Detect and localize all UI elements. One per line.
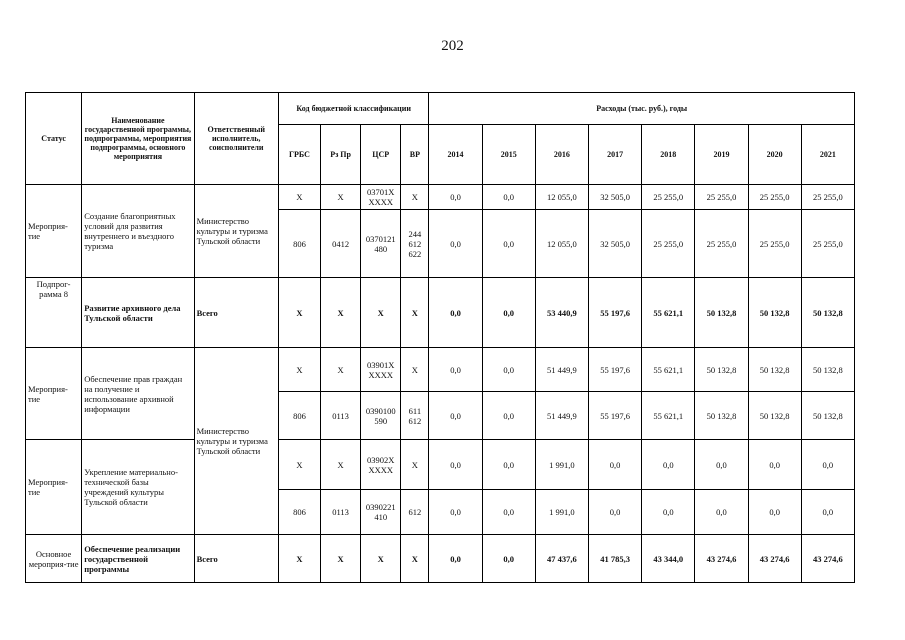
name-cell: Создание благоприятных условий для развития внутреннего и въездного туризма <box>82 185 194 278</box>
executor-cell: Министерство культуры и туризма Тульской области <box>194 348 278 535</box>
value-cell: 50 132,8 <box>801 392 854 440</box>
value-cell: 55 621,1 <box>642 278 695 348</box>
value-cell: 50 132,8 <box>695 348 748 392</box>
value-cell: 32 505,0 <box>588 210 641 278</box>
value-cell: 55 197,6 <box>588 392 641 440</box>
name-cell: Укрепление материально-технической базы учреждений культуры Тульской области <box>82 440 194 535</box>
value-cell: 51 449,9 <box>535 348 588 392</box>
rzpr-cell: X <box>321 535 361 583</box>
value-cell: 25 255,0 <box>801 210 854 278</box>
value-cell: 1 991,0 <box>535 440 588 490</box>
vr-cell: 612 <box>401 490 429 535</box>
header-executor: Ответственный исполнитель, соисполнители <box>194 93 278 185</box>
value-cell: 1 991,0 <box>535 490 588 535</box>
value-cell: 50 132,8 <box>748 392 801 440</box>
value-cell: 50 132,8 <box>695 278 748 348</box>
budget-table <box>25 92 855 583</box>
value-cell: 50 132,8 <box>801 348 854 392</box>
value-cell: 25 255,0 <box>695 185 748 210</box>
table-row <box>26 535 855 583</box>
value-cell: 0,0 <box>748 440 801 490</box>
value-cell: 0,0 <box>482 392 535 440</box>
csr-cell: 03902X XXXX <box>361 440 401 490</box>
value-cell: 0,0 <box>429 535 482 583</box>
rzpr-cell: X <box>321 348 361 392</box>
name-cell: Развитие архивного дела Тульской области <box>82 278 194 348</box>
header-budget-code: Код бюджетной классификации <box>278 93 429 125</box>
header-rzpr: Рз Пр <box>321 125 361 185</box>
value-cell: 0,0 <box>482 185 535 210</box>
executor-cell: Всего <box>194 278 278 348</box>
rzpr-cell: X <box>321 440 361 490</box>
value-cell: 0,0 <box>429 490 482 535</box>
rzpr-cell: 0412 <box>321 210 361 278</box>
value-cell: 25 255,0 <box>801 185 854 210</box>
rzpr-cell: 0113 <box>321 490 361 535</box>
value-cell: 47 437,6 <box>535 535 588 583</box>
value-cell: 50 132,8 <box>695 392 748 440</box>
value-cell: 0,0 <box>482 210 535 278</box>
grbs-cell: X <box>278 348 320 392</box>
value-cell: 0,0 <box>482 348 535 392</box>
csr-cell: 0370121 480 <box>361 210 401 278</box>
value-cell: 0,0 <box>695 490 748 535</box>
value-cell: 0,0 <box>429 210 482 278</box>
csr-cell: 03701X XXXX <box>361 185 401 210</box>
csr-cell: X <box>361 535 401 583</box>
value-cell: 43 274,6 <box>748 535 801 583</box>
value-cell: 50 132,8 <box>801 278 854 348</box>
csr-cell: 0390221 410 <box>361 490 401 535</box>
status-cell: Мероприя-тие <box>26 348 82 440</box>
value-cell: 55 621,1 <box>642 348 695 392</box>
value-cell: 25 255,0 <box>748 210 801 278</box>
header-status: Статус <box>26 93 82 185</box>
value-cell: 43 344,0 <box>642 535 695 583</box>
name-cell: Обеспечение прав граждан на получение и использование архивной информации <box>82 348 194 440</box>
value-cell: 0,0 <box>429 392 482 440</box>
value-cell: 0,0 <box>801 440 854 490</box>
table-row <box>26 278 855 348</box>
value-cell: 0,0 <box>588 490 641 535</box>
csr-cell: 0390100 590 <box>361 392 401 440</box>
value-cell: 0,0 <box>695 440 748 490</box>
status-cell: Подпрог-рамма 8 <box>26 278 82 348</box>
vr-cell: 611 612 <box>401 392 429 440</box>
grbs-cell: X <box>278 535 320 583</box>
header-year: 2015 <box>482 125 535 185</box>
header-csr: ЦСР <box>361 125 401 185</box>
rzpr-cell: X <box>321 185 361 210</box>
value-cell: 25 255,0 <box>748 185 801 210</box>
status-cell: Мероприя-тие <box>26 440 82 535</box>
value-cell: 0,0 <box>642 490 695 535</box>
status-cell: Основное мероприя-тие <box>26 535 82 583</box>
header-year: 2017 <box>588 125 641 185</box>
value-cell: 25 255,0 <box>642 210 695 278</box>
value-cell: 0,0 <box>482 278 535 348</box>
csr-cell: X <box>361 278 401 348</box>
status-cell: Мероприя-тие <box>26 185 82 278</box>
csr-cell: 03901X XXXX <box>361 348 401 392</box>
value-cell: 0,0 <box>429 185 482 210</box>
value-cell: 50 132,8 <box>748 278 801 348</box>
page-number: 202 <box>441 38 464 54</box>
grbs-cell: X <box>278 440 320 490</box>
header-year: 2019 <box>695 125 748 185</box>
executor-cell: Всего <box>194 535 278 583</box>
value-cell: 51 449,9 <box>535 392 588 440</box>
header-expenses: Расходы (тыс. руб.), годы <box>429 93 855 125</box>
value-cell: 0,0 <box>482 490 535 535</box>
table-row <box>26 440 855 490</box>
header-name: Наименование государственной программы, подпрограммы, мероприятия подпрограммы, основного мероприятия <box>82 93 194 185</box>
value-cell: 53 440,9 <box>535 278 588 348</box>
vr-cell: X <box>401 348 429 392</box>
header-year: 2016 <box>535 125 588 185</box>
value-cell: 50 132,8 <box>748 348 801 392</box>
value-cell: 12 055,0 <box>535 210 588 278</box>
value-cell: 0,0 <box>429 278 482 348</box>
value-cell: 0,0 <box>642 440 695 490</box>
value-cell: 43 274,6 <box>801 535 854 583</box>
grbs-cell: 806 <box>278 392 320 440</box>
header-year: 2014 <box>429 125 482 185</box>
value-cell: 0,0 <box>429 440 482 490</box>
value-cell: 25 255,0 <box>642 185 695 210</box>
value-cell: 0,0 <box>748 490 801 535</box>
rzpr-cell: X <box>321 278 361 348</box>
executor-cell: Министерство культуры и туризма Тульской области <box>194 185 278 278</box>
value-cell: 55 197,6 <box>588 278 641 348</box>
grbs-cell: X <box>278 185 320 210</box>
grbs-cell: X <box>278 278 320 348</box>
value-cell: 32 505,0 <box>588 185 641 210</box>
header-vr: ВР <box>401 125 429 185</box>
table-row <box>26 185 855 210</box>
grbs-cell: 806 <box>278 490 320 535</box>
name-cell: Обеспечение реализации государственной программы <box>82 535 194 583</box>
value-cell: 0,0 <box>588 440 641 490</box>
value-cell: 0,0 <box>482 535 535 583</box>
vr-cell: X <box>401 535 429 583</box>
value-cell: 0,0 <box>429 348 482 392</box>
header-year: 2020 <box>748 125 801 185</box>
value-cell: 41 785,3 <box>588 535 641 583</box>
vr-cell: X <box>401 440 429 490</box>
vr-cell: X <box>401 278 429 348</box>
grbs-cell: 806 <box>278 210 320 278</box>
header-grbs: ГРБС <box>278 125 320 185</box>
vr-cell: 244 612 622 <box>401 210 429 278</box>
value-cell: 25 255,0 <box>695 210 748 278</box>
value-cell: 55 197,6 <box>588 348 641 392</box>
value-cell: 0,0 <box>482 440 535 490</box>
vr-cell: X <box>401 185 429 210</box>
header-year: 2018 <box>642 125 695 185</box>
table-row <box>26 348 855 392</box>
header-year: 2021 <box>801 125 854 185</box>
value-cell: 43 274,6 <box>695 535 748 583</box>
value-cell: 12 055,0 <box>535 185 588 210</box>
value-cell: 0,0 <box>801 490 854 535</box>
value-cell: 55 621,1 <box>642 392 695 440</box>
rzpr-cell: 0113 <box>321 392 361 440</box>
